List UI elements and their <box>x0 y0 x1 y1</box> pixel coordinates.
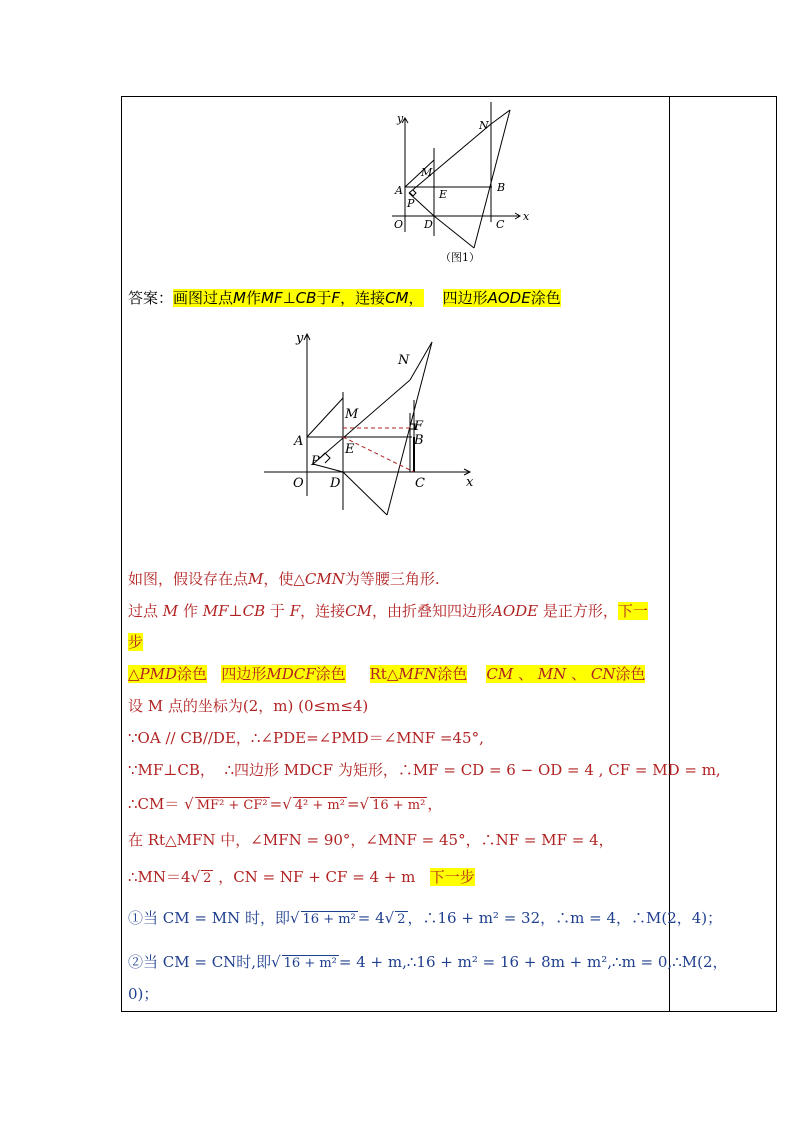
fig1-label-D: D <box>424 218 433 231</box>
answer-label: 答案： <box>128 289 174 307</box>
fig2-label-A: A <box>294 434 304 449</box>
solution-line-7: ∵MF⊥CB， ∴四边形 MDCF 为矩形，∴MF = CD = 6 − OD = 4 , CF = MD = m, <box>128 761 721 779</box>
table-column-divider <box>669 96 670 1012</box>
fig2-label-C: C <box>415 476 425 491</box>
fig2-label-O: O <box>293 476 304 491</box>
solution-line-2: 过点 M 作 MF⊥CB 于 F，连接CM，由折叠知四边形AODE 是正方形，下一 <box>128 602 648 620</box>
answer-highlight-1: 画图过点M作MF⊥CB于F，连接CM， <box>173 289 424 307</box>
radical-2: 4² + m² <box>294 798 345 813</box>
fig1-label-A: A <box>395 184 403 197</box>
fig2-label-y: y <box>296 331 304 346</box>
fig1-caption: （图1） <box>440 251 480 264</box>
fig1-label-C: C <box>496 218 505 231</box>
fig2-label-D: D <box>330 476 341 491</box>
highlight-next-step-2: 下一步 <box>429 868 475 886</box>
fig2-label-B: B <box>414 433 424 448</box>
fig1-label-y: y <box>397 112 404 125</box>
solution-line-5: 设 M 点的坐标为(2，m) (0≤m≤4) <box>128 697 369 715</box>
solution-line-8: ∴CM＝ √ MF² + CF² =√ 4² + m² =√ 16 + m² ， <box>128 795 443 813</box>
fig1-label-x: x <box>523 210 530 223</box>
figure-2 <box>255 322 480 522</box>
solution-line-9: 在 Rt△MFN 中，∠MFN = 90°，∠MNF = 45°，∴NF = MF = 4， <box>128 831 614 849</box>
figure-1 <box>385 104 535 269</box>
solution-line-13: 0)； <box>128 985 159 1003</box>
fig2-label-P: P <box>311 454 320 469</box>
solution-line-3: 步 <box>128 633 144 651</box>
fig2-label-E: E <box>345 442 355 457</box>
answer-line <box>128 287 664 309</box>
fig1-label-P: P <box>407 197 415 210</box>
fig1-label-O: O <box>394 218 404 231</box>
fig1-label-N: N <box>479 119 489 132</box>
solution-line-11: ①当 CM = MN 时，即√ 16 + m² = 4√ 2 ，∴16 + m² = 32，∴m = 4，∴M(2，4)； <box>128 909 723 927</box>
fig1-label-B: B <box>497 181 506 194</box>
fig2-label-F: F <box>414 419 424 434</box>
fig2-label-M: M <box>345 407 359 422</box>
solution-line-12: ②当 CM = CN时,即√ 16 + m² = 4 + m,∴16 + m² = 16 + 8m + m²,∴m = 0,∴M(2， <box>128 953 728 971</box>
fig1-label-M: M <box>421 166 433 179</box>
solution-line-10: ∴MN＝4√ 2 ，CN = NF + CF = 4 + m 下一步 <box>128 868 475 886</box>
radical-3: 16 + m² <box>372 798 426 813</box>
radical-1: MF² + CF² <box>196 798 268 813</box>
solution-line-4: △PMD涂色 四边形MDCF涂色 Rt△MFN涂色 CM 、 MN 、 CN涂色 <box>128 665 646 683</box>
highlight-next-step-1: 下一 <box>617 602 648 620</box>
fig2-label-N: N <box>398 353 410 368</box>
fig1-label-E: E <box>439 188 448 201</box>
solution-line-6: ∵OA // CB//DE，∴∠PDE=∠PMD＝∠MNF =45°, <box>128 729 484 747</box>
solution-line-1: 如图，假设存在点M，使△CMN为等腰三角形. <box>128 570 440 588</box>
fig2-label-x: x <box>466 475 474 490</box>
answer-highlight-2: 四边形AODE涂色 <box>442 289 561 307</box>
